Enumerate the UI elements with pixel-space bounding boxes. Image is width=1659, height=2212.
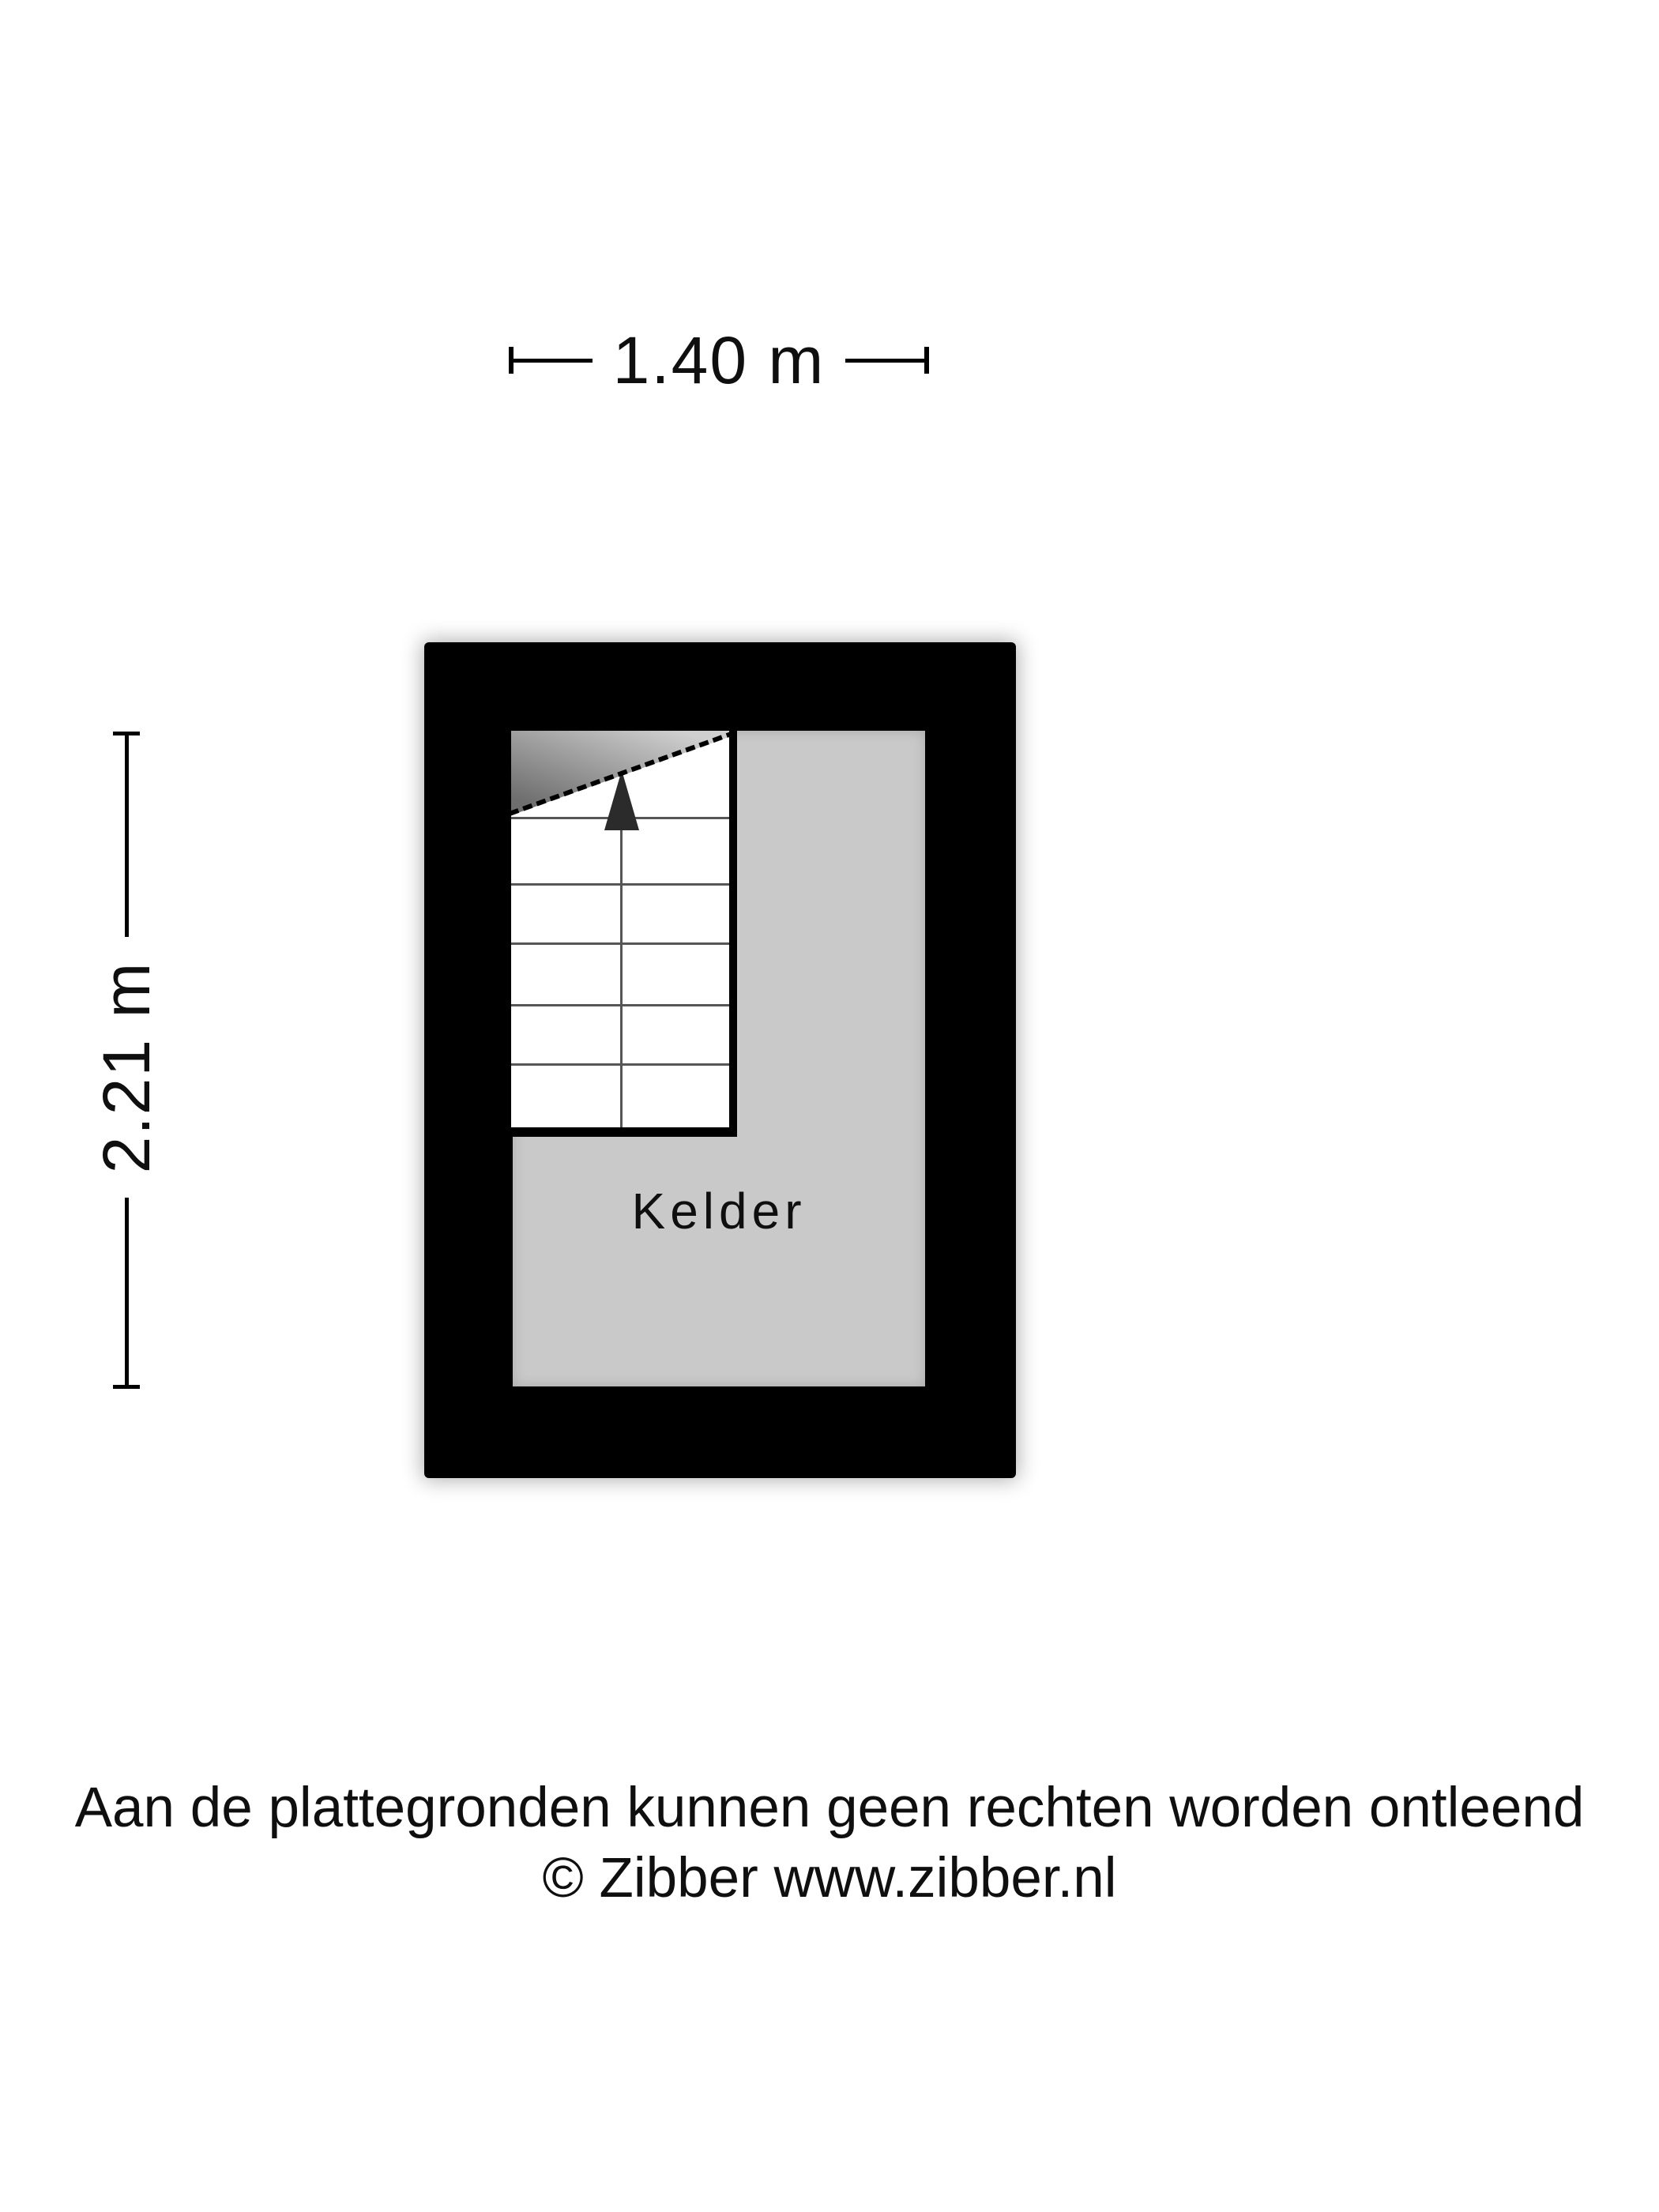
stair-tread-line [511,1063,735,1066]
copyright-text: © Zibber www.zibber.nl [542,1847,1117,1909]
footer [0,1773,1659,1913]
floorplan-wall-frame [424,642,1016,1478]
width-dimension-tick-right [924,347,929,374]
stair-bottom-wall [511,1127,737,1137]
stair-tread-line [511,1004,735,1006]
stair-right-wall [729,731,737,1137]
stair-tread-line [511,942,735,945]
disclaimer-text: Aan de plattegronden kunnen geen rechten worden ontleend [74,1777,1585,1839]
height-dimension-label: 2.21 m [89,961,164,1174]
height-dimension-line-bottom [125,1198,129,1389]
width-dimension-line-left [514,359,592,363]
height-dimension-tick-bottom [113,1385,140,1389]
width-dimension-line-right [845,359,924,363]
stair-center-line [620,824,623,1130]
width-dimension [509,325,929,395]
room-label-kelder: Kelder [631,1183,807,1240]
width-dimension-label: 1.40 m [612,323,826,397]
staircase [511,731,737,1137]
stair-tread-line [511,883,735,886]
